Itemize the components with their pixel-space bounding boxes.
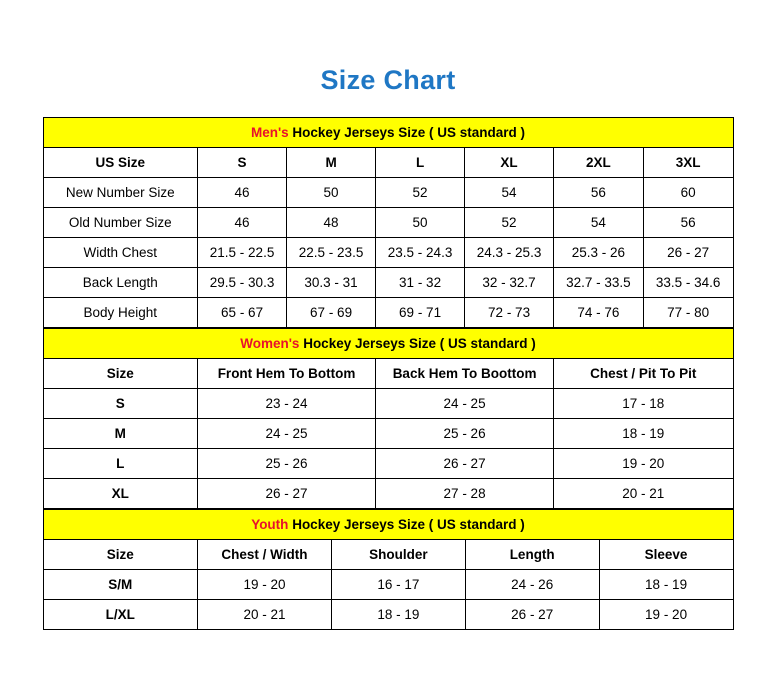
youth-heading-rest: Hockey Jerseys Size ( US standard ) <box>288 517 525 532</box>
mens-row-2-val-1: 22.5 - 23.5 <box>287 238 376 268</box>
mens-row-0-val-4: 56 <box>554 178 644 208</box>
womens-header-row <box>43 359 733 389</box>
mens-row-4-val-4: 74 - 76 <box>554 298 644 328</box>
mens-header-row <box>43 148 733 178</box>
mens-row-4-val-3: 72 - 73 <box>465 298 554 328</box>
youth-row-1-val-2: 26 - 27 <box>465 600 599 630</box>
youth-row-1-val-0: 20 - 21 <box>198 600 332 630</box>
mens-row-1-val-4: 54 <box>554 208 644 238</box>
youth-row-0-val-3: 18 - 19 <box>599 570 733 600</box>
mens-row-1-val-3: 52 <box>465 208 554 238</box>
youth-row-1-val-1: 18 - 19 <box>331 600 465 630</box>
mens-row-0-val-0: 46 <box>198 178 287 208</box>
womens-row-2-val-0: 25 - 26 <box>198 449 376 479</box>
mens-row-2-val-3: 24.3 - 25.3 <box>465 238 554 268</box>
womens-row-1-label: M <box>43 419 198 449</box>
youth-section-heading <box>43 510 733 540</box>
womens-row-1-val-2: 18 - 19 <box>554 419 733 449</box>
womens-row-2-val-1: 26 - 27 <box>376 449 554 479</box>
youth-heading-accent: Youth <box>251 517 289 532</box>
youth-col-0: Size <box>43 540 198 570</box>
mens-row-0-val-5: 60 <box>643 178 733 208</box>
womens-col-1: Front Hem To Bottom <box>198 359 376 389</box>
youth-col-3: Length <box>465 540 599 570</box>
mens-row-4-val-0: 65 - 67 <box>198 298 287 328</box>
youth-row-0-val-2: 24 - 26 <box>465 570 599 600</box>
mens-row-4-label: Body Height <box>43 298 198 328</box>
mens-row-2-val-2: 23.5 - 24.3 <box>376 238 465 268</box>
table-row <box>43 419 733 449</box>
mens-section-heading-row <box>43 118 733 148</box>
table-row <box>43 479 733 509</box>
womens-row-3-val-2: 20 - 21 <box>554 479 733 509</box>
womens-col-3: Chest / Pit To Pit <box>554 359 733 389</box>
mens-row-1-label: Old Number Size <box>43 208 198 238</box>
mens-col-6: 3XL <box>643 148 733 178</box>
youth-section-heading-row <box>43 510 733 540</box>
table-row <box>43 298 733 328</box>
womens-row-2-label: L <box>43 449 198 479</box>
mens-row-0-val-2: 52 <box>376 178 465 208</box>
mens-row-2-label: Width Chest <box>43 238 198 268</box>
womens-col-0: Size <box>43 359 198 389</box>
mens-row-2-val-4: 25.3 - 26 <box>554 238 644 268</box>
table-row <box>43 178 733 208</box>
womens-row-3-val-1: 27 - 28 <box>376 479 554 509</box>
mens-section-heading <box>43 118 733 148</box>
youth-row-1-label: L/XL <box>43 600 198 630</box>
mens-size-table <box>43 117 734 328</box>
mens-row-3-val-4: 32.7 - 33.5 <box>554 268 644 298</box>
womens-section-heading <box>43 329 733 359</box>
mens-row-1-val-2: 50 <box>376 208 465 238</box>
mens-row-4-val-1: 67 - 69 <box>287 298 376 328</box>
womens-row-0-val-2: 17 - 18 <box>554 389 733 419</box>
mens-heading-accent: Men's <box>250 125 289 140</box>
mens-row-0-val-1: 50 <box>287 178 376 208</box>
mens-row-1-val-5: 56 <box>643 208 733 238</box>
youth-size-table <box>43 509 734 630</box>
mens-row-0-label: New Number Size <box>43 178 198 208</box>
youth-col-1: Chest / Width <box>198 540 332 570</box>
mens-col-0: US Size <box>43 148 198 178</box>
table-row <box>43 389 733 419</box>
table-row <box>43 238 733 268</box>
mens-row-0-val-3: 54 <box>465 178 554 208</box>
youth-row-0-val-0: 19 - 20 <box>198 570 332 600</box>
mens-col-1: S <box>198 148 287 178</box>
youth-row-1-val-3: 19 - 20 <box>599 600 733 630</box>
table-row <box>43 600 733 630</box>
womens-row-1-val-1: 25 - 26 <box>376 419 554 449</box>
mens-row-3-val-5: 33.5 - 34.6 <box>643 268 733 298</box>
mens-col-4: XL <box>465 148 554 178</box>
mens-row-2-val-5: 26 - 27 <box>643 238 733 268</box>
mens-row-1-val-0: 46 <box>198 208 287 238</box>
table-row <box>43 570 733 600</box>
mens-row-3-val-0: 29.5 - 30.3 <box>198 268 287 298</box>
table-row <box>43 449 733 479</box>
mens-row-3-label: Back Length <box>43 268 198 298</box>
mens-row-4-val-5: 77 - 80 <box>643 298 733 328</box>
table-row <box>43 268 733 298</box>
mens-col-5: 2XL <box>554 148 644 178</box>
womens-heading-accent: Women's <box>240 336 300 351</box>
womens-row-0-label: S <box>43 389 198 419</box>
mens-row-2-val-0: 21.5 - 22.5 <box>198 238 287 268</box>
womens-heading-rest: Hockey Jerseys Size ( US standard ) <box>299 336 536 351</box>
youth-col-4: Sleeve <box>599 540 733 570</box>
mens-row-1-val-1: 48 <box>287 208 376 238</box>
mens-row-3-val-2: 31 - 32 <box>376 268 465 298</box>
womens-row-0-val-0: 23 - 24 <box>198 389 376 419</box>
womens-size-table <box>43 328 734 509</box>
mens-row-3-val-1: 30.3 - 31 <box>287 268 376 298</box>
youth-row-0-val-1: 16 - 17 <box>331 570 465 600</box>
womens-row-1-val-0: 24 - 25 <box>198 419 376 449</box>
youth-header-row <box>43 540 733 570</box>
womens-row-0-val-1: 24 - 25 <box>376 389 554 419</box>
youth-col-2: Shoulder <box>331 540 465 570</box>
womens-row-3-label: XL <box>43 479 198 509</box>
mens-col-3: L <box>376 148 465 178</box>
womens-row-2-val-2: 19 - 20 <box>554 449 733 479</box>
page-title: Size Chart <box>320 65 456 95</box>
youth-row-0-label: S/M <box>43 570 198 600</box>
mens-row-4-val-2: 69 - 71 <box>376 298 465 328</box>
mens-col-2: M <box>287 148 376 178</box>
table-row <box>43 208 733 238</box>
mens-heading-rest: Hockey Jerseys Size ( US standard ) <box>288 125 526 140</box>
size-chart-tables <box>43 117 734 630</box>
womens-row-3-val-0: 26 - 27 <box>198 479 376 509</box>
womens-section-heading-row <box>43 329 733 359</box>
mens-row-3-val-3: 32 - 32.7 <box>465 268 554 298</box>
womens-col-2: Back Hem To Boottom <box>376 359 554 389</box>
